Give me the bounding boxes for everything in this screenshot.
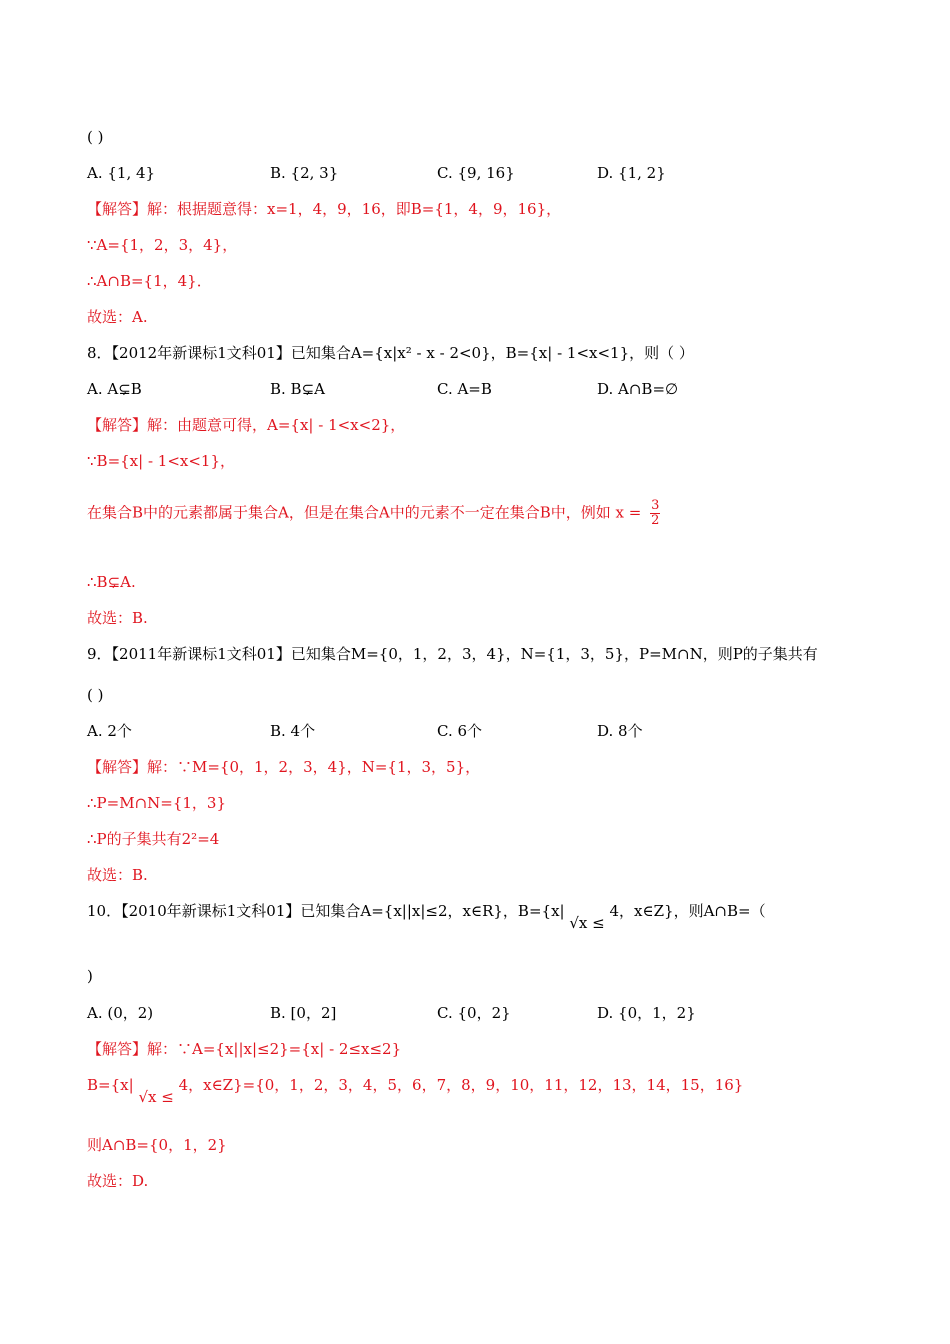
q9-bracket: ( ) (87, 686, 104, 704)
q9-answer-line-3: ∴P的子集共有2²=4 (87, 830, 220, 848)
q9-answer-line-1: 【解答】解：∵M={0，1，2，3，4}，N={1，3，5}， (87, 758, 481, 776)
q10-option-a: A. (0，2) (87, 1004, 154, 1022)
q10-stem (87, 901, 766, 932)
q8-answer-text: 在集合B中的元素都属于集合A，但是在集合A中的元素不一定在集合B中，例如 (87, 503, 611, 522)
q8-option-c: C. A=B (437, 380, 492, 398)
q10-bracket: ) (87, 967, 93, 985)
q10-answer-sqrt-expression: √x ≤ (138, 1088, 174, 1106)
q10-answer-part-1: B={x| (87, 1076, 134, 1094)
q8-answer-line-4: ∴B⊊A. (87, 573, 136, 591)
q9-stem: 9．【2011年新课标1文科01】已知集合M={0，1，2，3，4}，N={1，3，5}，P=M∩N，则P的子集共有 (87, 645, 818, 663)
q7-answer-line-2: ∵A={1，2，3，4}， (87, 236, 238, 254)
q7-option-b: B. {2, 3} (270, 164, 339, 182)
q8-fraction-denominator: 2 (651, 513, 660, 528)
q7-option-d: D. {1, 2} (597, 164, 666, 182)
q8-option-d: D. A∩B=∅ (597, 380, 679, 398)
q8-answer-line-2: ∵B={x| - 1<x<1}， (87, 452, 236, 470)
q10-answer-line-3: 则A∩B={0，1，2} (87, 1136, 227, 1154)
q10-answer-line-2 (87, 1075, 744, 1106)
q9-option-a: A. 2个 (87, 722, 132, 740)
q10-sqrt-expression: √x ≤ (569, 914, 605, 932)
q10-stem-part-1: 10．【2010年新课标1文科01】已知集合A={x||x|≤2，x∈R}，B={x| (87, 902, 565, 920)
q7-answer-choice: 故选：A. (87, 308, 148, 326)
q7-answer-line-3: ∴A∩B={1，4}． (87, 272, 212, 290)
q8-answer-line-1: 【解答】解：由题意可得，A={x| - 1<x<2}， (87, 416, 406, 434)
q8-option-a: A. A⊊B (87, 380, 142, 398)
q10-answer-part-2: 4，x∈Z}={0，1，2，3，4，5，6，7，8，9，10，11，12，13，14，15，16} (178, 1076, 744, 1094)
q8-example-x: x = (615, 503, 642, 522)
q7-option-a: A. {1, 4} (87, 164, 156, 182)
q10-option-c: C. {0，2} (437, 1004, 511, 1022)
q8-fraction-numerator: 3 (651, 498, 660, 513)
q10-answer-line-1: 【解答】解：∵A={x||x|≤2}={x| - 2≤x≤2} (87, 1040, 402, 1058)
q10-answer-choice: 故选：D. (87, 1172, 149, 1190)
q7-option-c: C. {9, 16} (437, 164, 515, 182)
q10-option-b: B. [0，2] (270, 1004, 337, 1022)
q9-option-c: C. 6个 (437, 722, 483, 740)
q7-answer-line-1: 【解答】解：根据题意得：x=1，4，9，16，即B={1，4，9，16}， (87, 200, 562, 218)
q7-bracket: ( ) (87, 128, 104, 146)
q9-answer-line-2: ∴P=M∩N={1，3} (87, 794, 226, 812)
q8-answer-line-3 (87, 499, 660, 528)
q10-option-d: D. {0，1，2} (597, 1004, 696, 1022)
q9-option-d: D. 8个 (597, 722, 643, 740)
q9-option-b: B. 4个 (270, 722, 316, 740)
q10-stem-part-2: 4，x∈Z}，则A∩B=（ (609, 902, 766, 920)
q8-answer-choice: 故选：B. (87, 609, 148, 627)
q8-stem: 8．【2012年新课标1文科01】已知集合A={x|x² - x - 2<0}，B={x| - 1<x<1}，则（ ） (87, 344, 694, 362)
q9-answer-choice: 故选：B. (87, 866, 148, 884)
q8-fraction (650, 499, 660, 528)
q8-option-b: B. B⊊A (270, 380, 325, 398)
